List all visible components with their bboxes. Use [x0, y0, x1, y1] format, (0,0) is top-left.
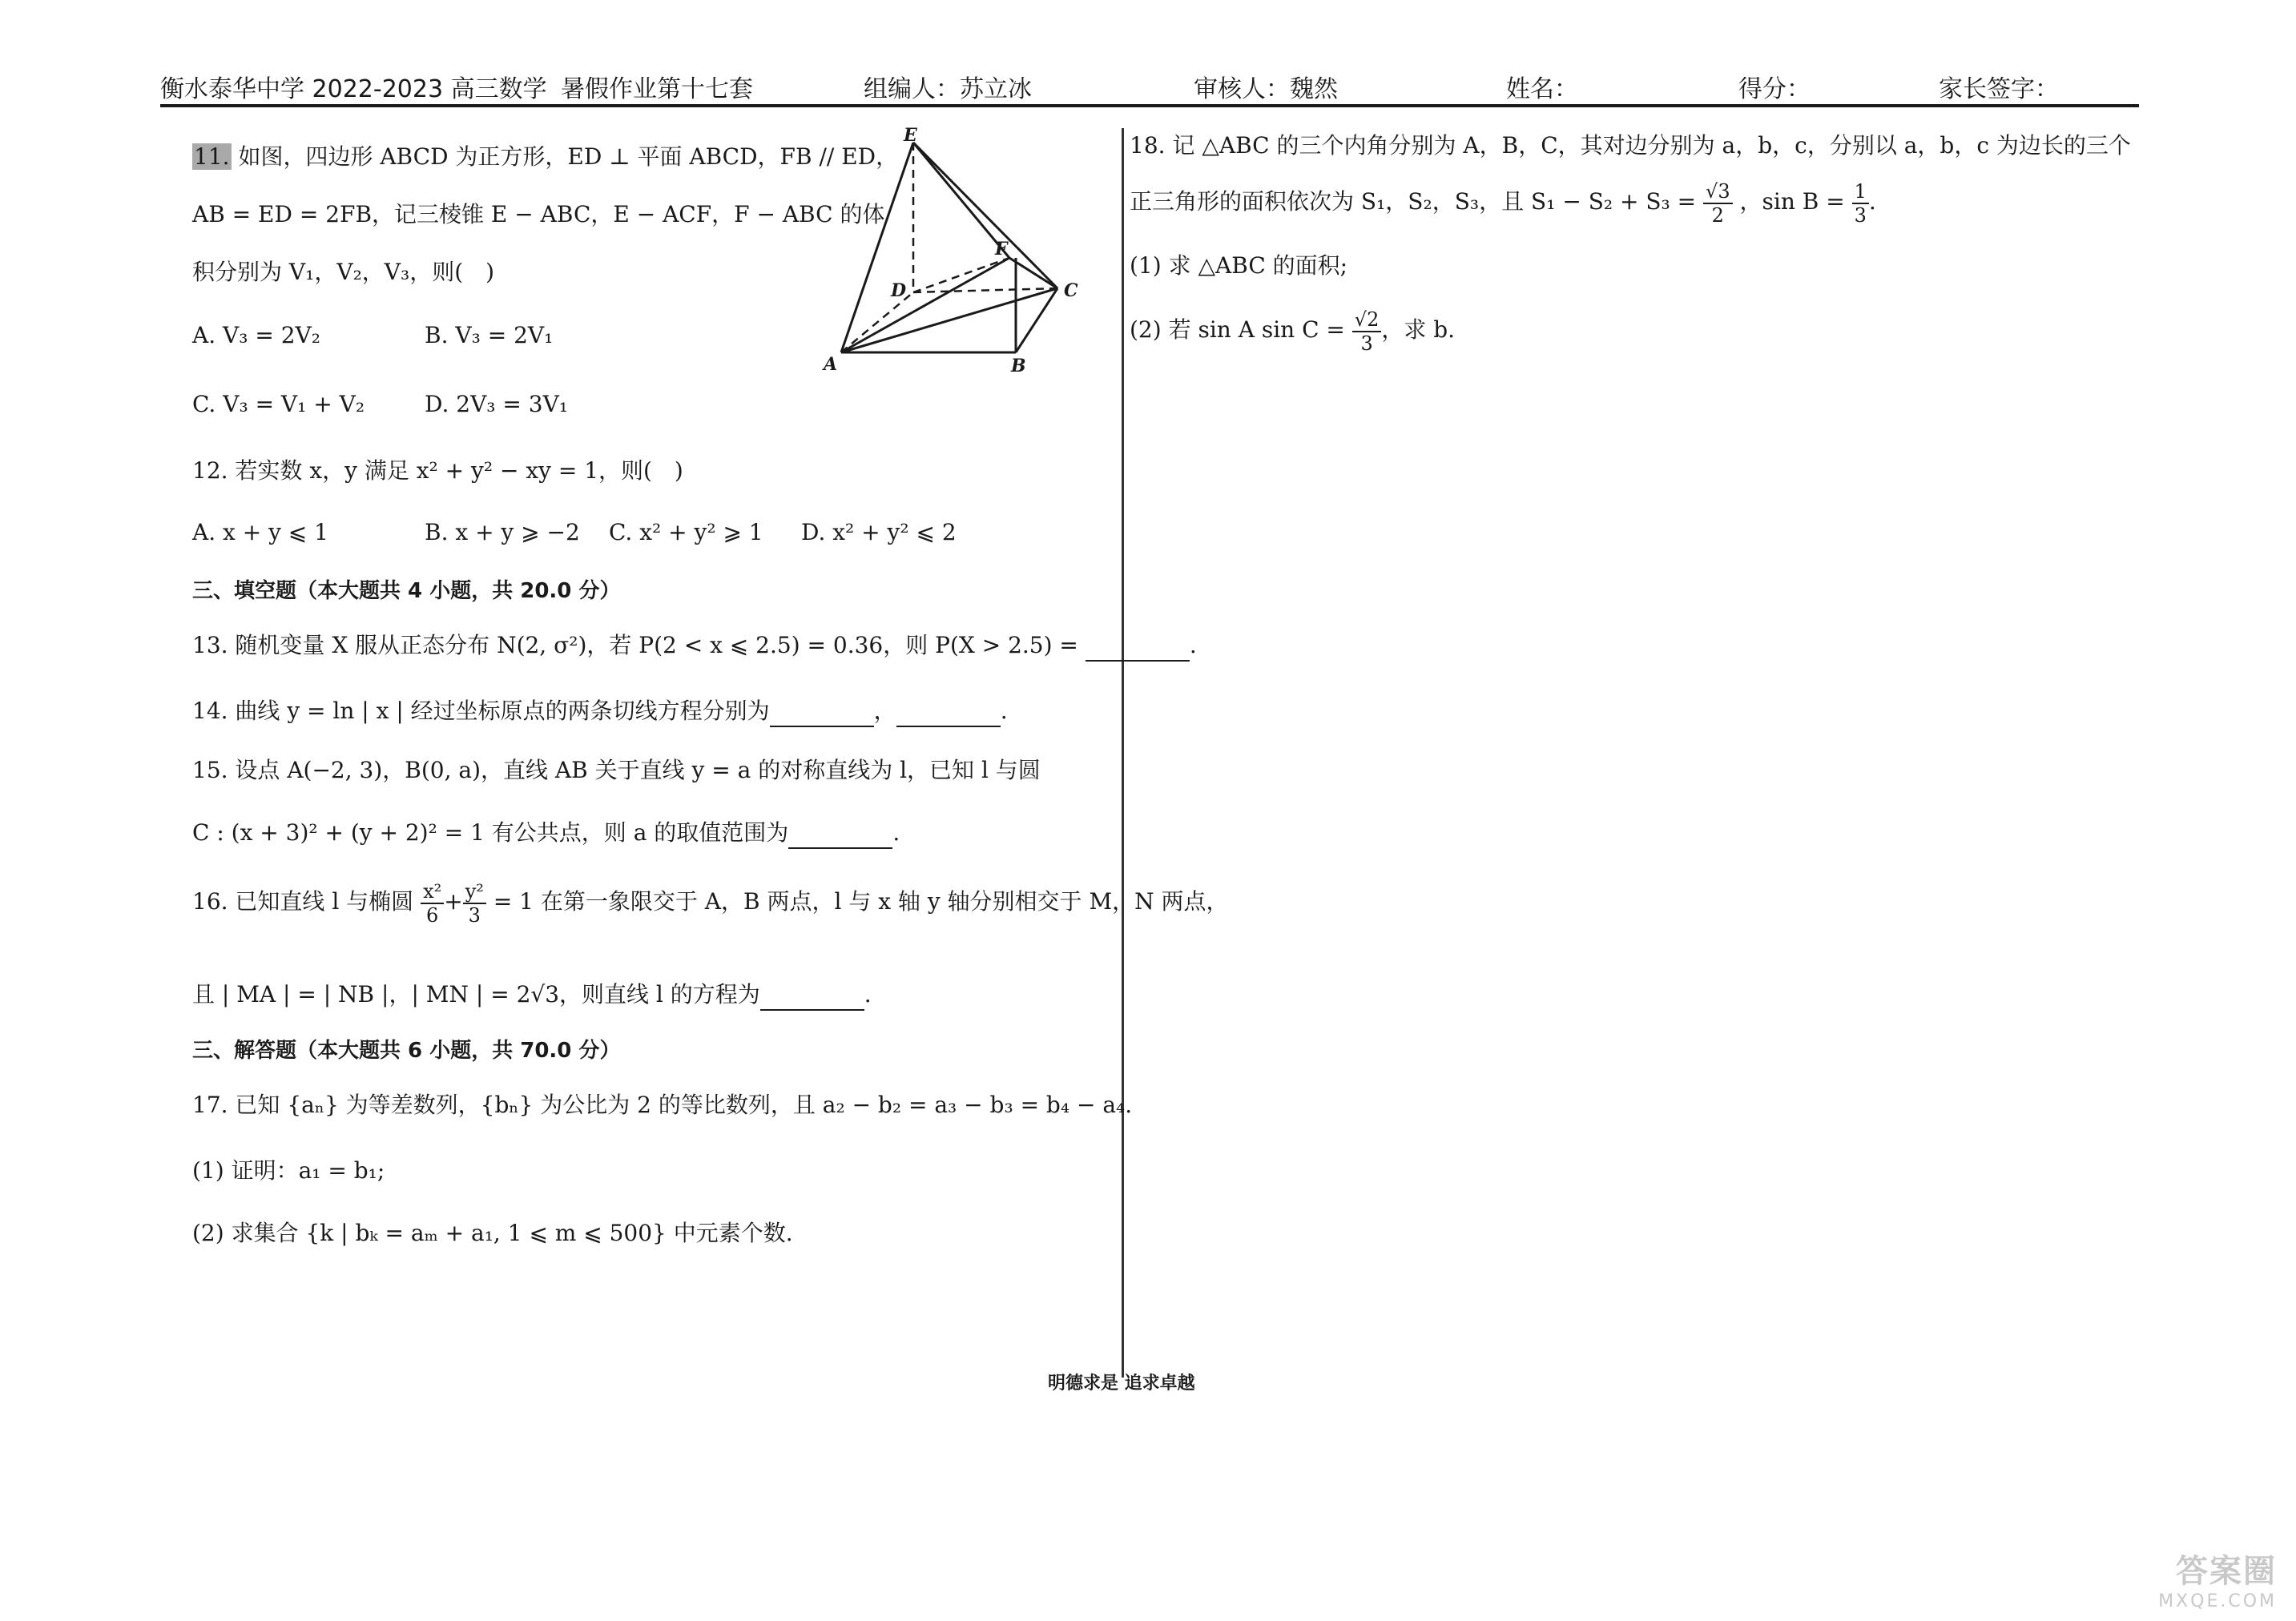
header-score-field: 得分： — [1738, 75, 1811, 103]
header-set: 暑假作业第十七套 — [561, 75, 753, 103]
header-parent-signature: 家长签字： — [1939, 75, 2059, 103]
q15-line2: C : (x + 3)² + (y + 2)² = 1 有公共点，则 a 的取值范围为 . — [192, 817, 900, 849]
q11-line3: 积分别为 V₁，V₂，V₃，则( ) — [192, 259, 495, 285]
q12-option-b: B. x + y ⩾ −2 — [425, 519, 580, 545]
fig-label-d: D — [891, 280, 907, 301]
q18-part1: (1) 求 △ABC 的面积; — [1130, 252, 1348, 279]
q18-line1: 18. 记 △ABC 的三个内角分别为 A，B，C，其对边分别为 a，b，c，分别以 a，b，c 为边长的三个 — [1130, 132, 2131, 159]
q11-option-c: C. V₃ = V₁ + V₂ — [192, 391, 365, 417]
q13: 13. 随机变量 X 服从正态分布 N(2, σ²)，若 P(2 < x ⩽ 2.5) = 0.36，则 P(X > 2.5) = . — [192, 629, 1197, 662]
page-header — [160, 62, 2139, 107]
section-fill-blank: 三、填空题（本大题共 4 小题，共 20.0 分） — [192, 579, 621, 603]
q16-line1: 16. 已知直线 l 与椭圆 $\frac{\text{x²}}{6}$ + $\frac{\text{y²}}{3}$ = 1 在第一象限交于 A，B 两点，l 与 x 轴 y 轴分别相交于 M，N 两点， — [192, 879, 1229, 927]
q14-blank-1[interactable] — [770, 705, 874, 727]
q12-option-d: D. x² + y² ⩽ 2 — [801, 519, 957, 545]
fig-label-a: A — [824, 354, 838, 375]
q18-fraction-sqrt2-3: $\frac{√2}{3}$ — [1352, 308, 1382, 355]
column-divider — [1122, 128, 1124, 1378]
watermark-site: MXQE.COM — [2158, 1591, 2277, 1611]
q15-blank[interactable] — [788, 827, 892, 849]
q18-fraction-1-3: $\frac{1}{3}$ — [1852, 180, 1869, 227]
q11-option-b: B. V₃ = 2V₁ — [425, 322, 554, 348]
header-reviewer: 审核人：魏然 — [1194, 75, 1338, 103]
header-school: 衡水泰华中学 2022-2023 高三数学 — [160, 75, 547, 103]
watermark-logo: 答案圈 — [2176, 1553, 2277, 1590]
q11-line1 — [192, 141, 898, 173]
header-editor: 组编人：苏立冰 — [864, 75, 1032, 103]
q13-blank[interactable] — [1086, 639, 1190, 662]
page-footer-motto: 明德求是 追求卓越 — [1048, 1374, 1195, 1394]
q11-number: 11. — [194, 143, 230, 170]
q16-line2: 且 | MA | = | NB |，| MN | = 2√3，则直线 l 的方程为 . — [192, 979, 872, 1011]
q11-line2: AB = ED = 2FB，记三棱锥 E − ABC，E − ACF，F − ABC 的体 — [192, 201, 885, 227]
q14: 14. 曲线 y = ln | x | 经过坐标原点的两条切线方程分别为 ， . — [192, 695, 1008, 727]
q18-line2: 正三角形的面积依次为 S₁，S₂，S₃，且 S₁ − S₂ + S₃ = $\frac{√3}{2}$ ，sin B = $\frac{1}{3}$ . — [1130, 179, 1876, 227]
section-solutions: 三、解答题（本大题共 6 小题，共 70.0 分） — [192, 1039, 621, 1063]
q12-option-a: A. x + y ⩽ 1 — [192, 519, 328, 545]
q17-stem: 17. 已知 {aₙ} 为等差数列，{bₙ} 为公比为 2 的等比数列，且 a₂ − b₂ = a₃ − b₃ = b₄ − a₄. — [192, 1092, 1133, 1118]
fig-label-e: E — [904, 125, 917, 146]
q18-part2: (2) 若 sin A sin C = $\frac{√2}{3}$ ，求 b. — [1130, 308, 1456, 355]
q15-line1: 15. 设点 A(−2, 3)，B(0, a)，直线 AB 关于直线 y = a 的对称直线为 l，已知 l 与圆 — [192, 757, 1041, 783]
q17-part2: (2) 求集合 {k | bₖ = aₘ + a₁, 1 ⩽ m ⩽ 500} 中元素个数. — [192, 1220, 793, 1246]
q14-blank-2[interactable] — [896, 705, 1001, 727]
fig-label-c: C — [1064, 280, 1078, 301]
q18-fraction-sqrt3-2: $\frac{√3}{2}$ — [1703, 180, 1733, 227]
q12-stem: 12. 若实数 x，y 满足 x² + y² − xy = 1，则( ) — [192, 457, 683, 484]
watermark — [2158, 1546, 2277, 1611]
q16-blank[interactable] — [760, 988, 864, 1011]
q12-option-c: C. x² + y² ⩾ 1 — [609, 519, 763, 545]
q16-fraction-x: $\frac{\text{x²}}{6}$ — [421, 880, 444, 927]
header-name-field: 姓名： — [1506, 75, 1578, 103]
q16-fraction-y: $\frac{\text{y²}}{3}$ — [463, 880, 486, 927]
fig-label-b: B — [1011, 356, 1026, 376]
q11-text1: 如图，四边形 ABCD 为正方形，ED ⊥ 平面 ABCD，FB // ED， — [238, 143, 899, 170]
q11-pyramid-figure — [817, 125, 1106, 376]
fig-label-f: F — [995, 239, 1008, 259]
q11-option-a: A. V₃ = 2V₂ — [192, 322, 320, 348]
q11-option-d: D. 2V₃ = 3V₁ — [425, 391, 569, 417]
q17-part1: (1) 证明：a₁ = b₁; — [192, 1157, 385, 1184]
